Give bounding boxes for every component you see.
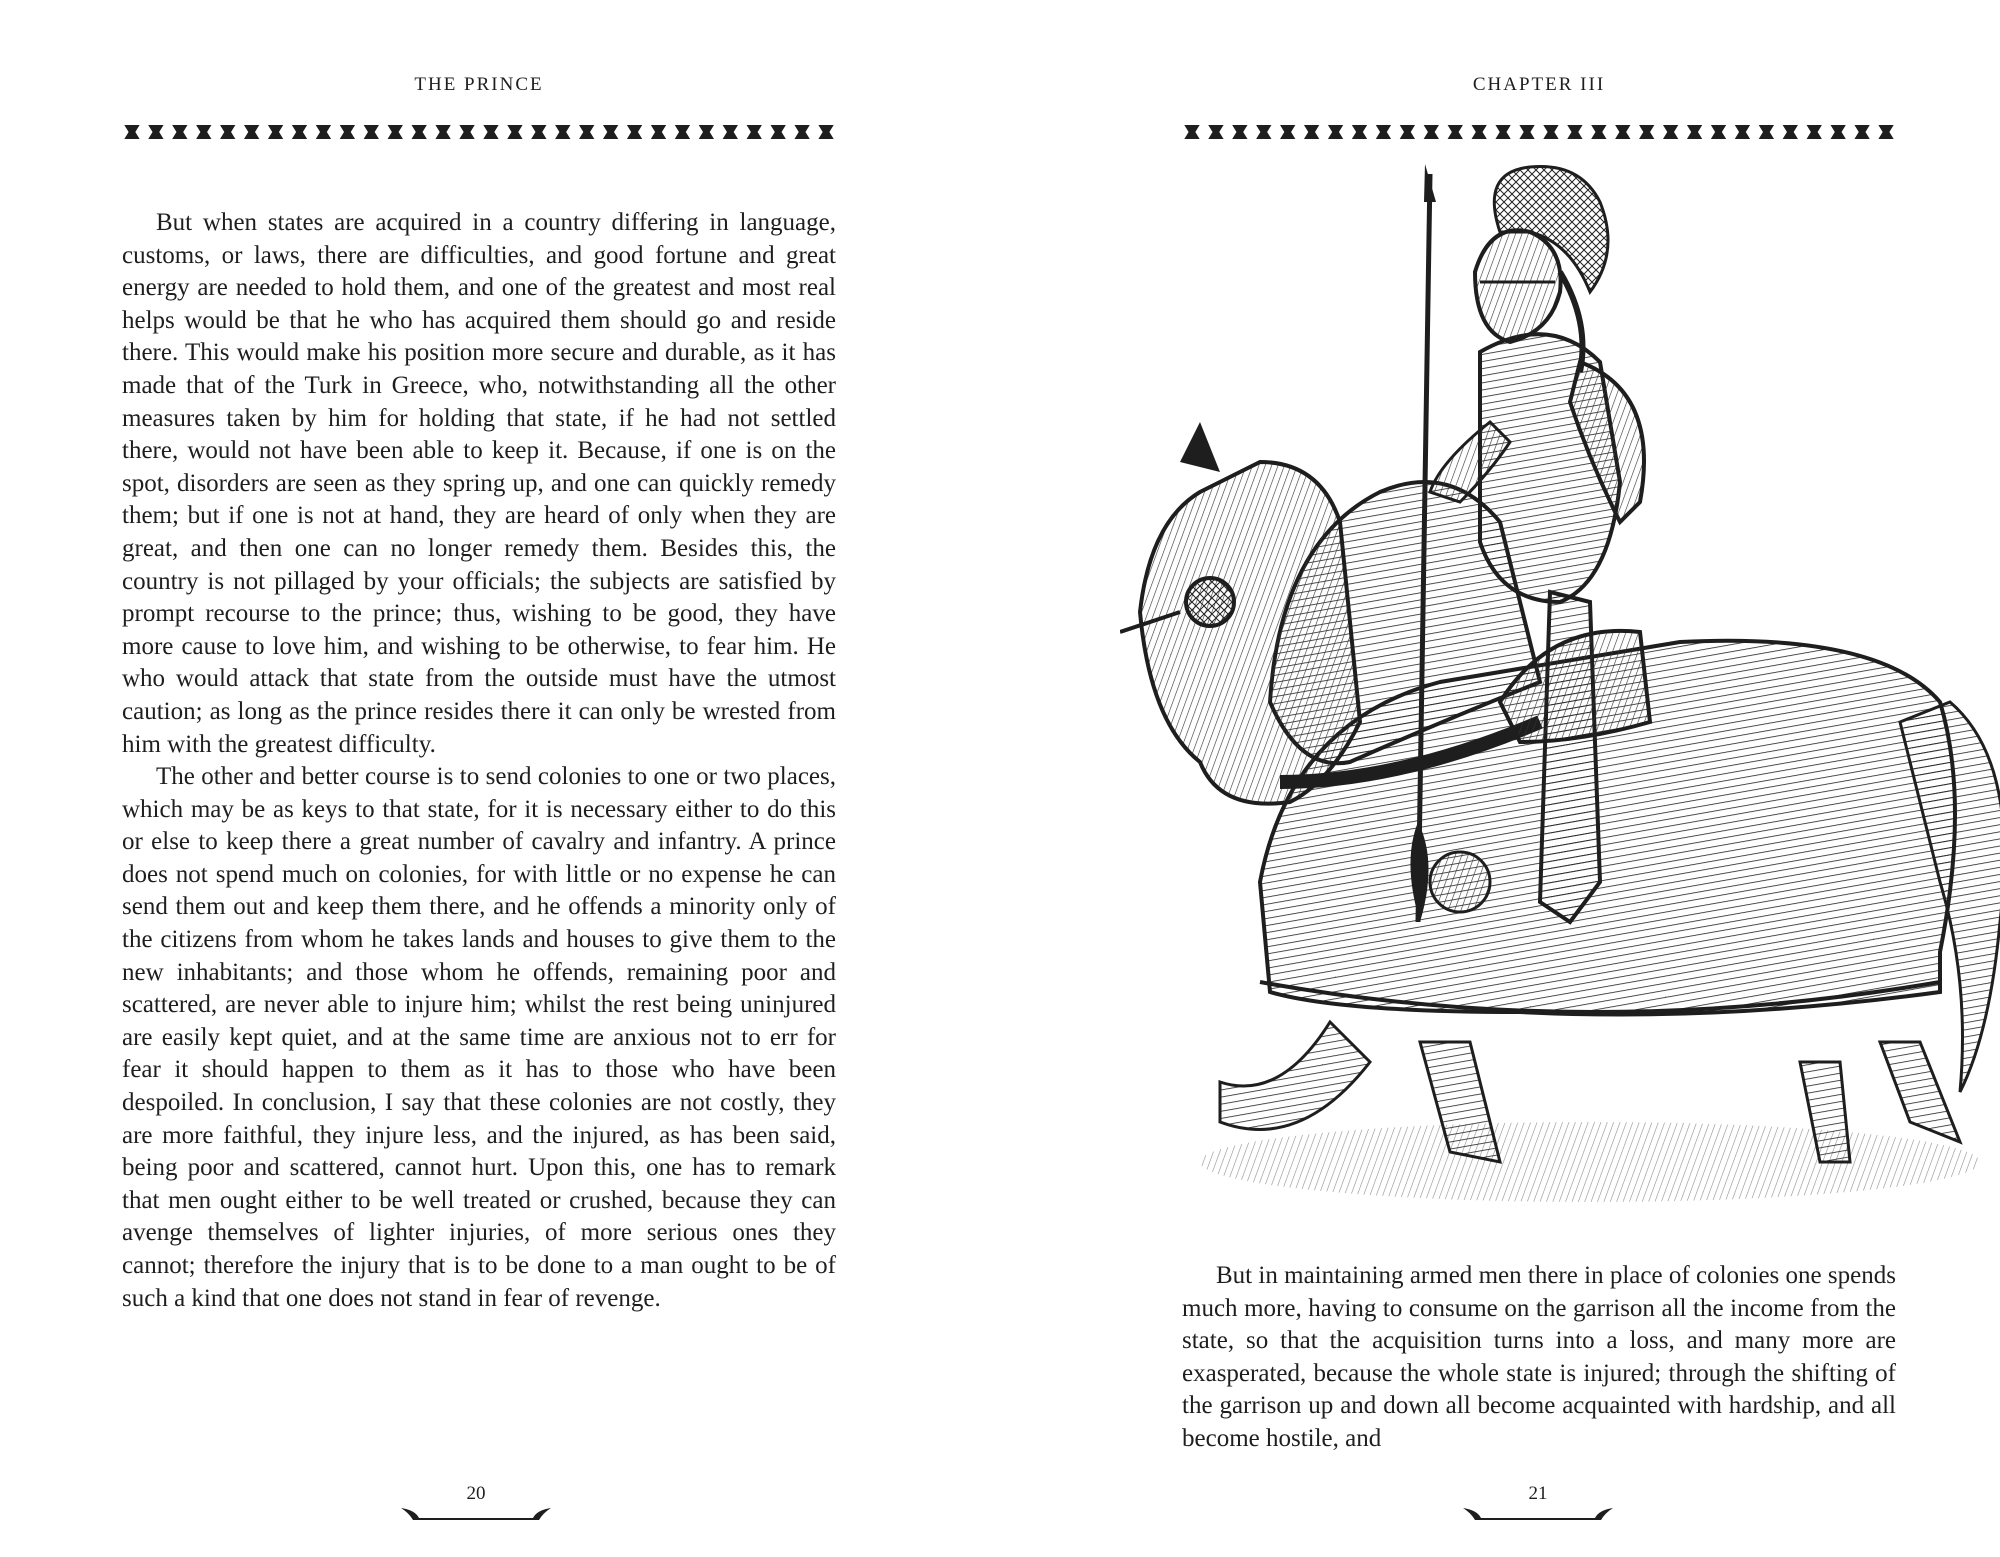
ornament-mark	[244, 125, 259, 139]
ornament-mark	[148, 125, 163, 139]
ornament-mark	[124, 125, 139, 139]
ornament-mark	[1783, 125, 1798, 139]
ornament-mark	[1807, 125, 1822, 139]
ornament-mark	[1448, 125, 1463, 139]
ornament-mark	[292, 125, 307, 139]
ornament-mark	[196, 125, 211, 139]
ornament-mark	[1328, 125, 1343, 139]
ornament-mark	[1352, 125, 1367, 139]
ornament-mark	[364, 125, 379, 139]
ornament-rule-right	[1180, 124, 1898, 140]
folio-bracket-icon	[1463, 1507, 1613, 1521]
ornament-mark	[483, 125, 498, 139]
ornament-mark	[1543, 125, 1558, 139]
left-text-block	[122, 207, 836, 1315]
ornament-mark	[340, 125, 355, 139]
running-head-right: CHAPTER III	[1472, 74, 1606, 95]
ornament-mark	[1280, 125, 1295, 139]
ornament-mark	[1711, 125, 1726, 139]
ornament-mark	[1591, 125, 1606, 139]
armored-knight-on-horse-illustration	[1120, 162, 2000, 1220]
ornament-mark	[1663, 125, 1678, 139]
ornament-mark	[771, 125, 786, 139]
ornament-mark	[220, 125, 235, 139]
ornament-mark	[627, 125, 642, 139]
ornament-mark	[1184, 125, 1199, 139]
folio-bracket-icon	[401, 1507, 551, 1521]
ornament-mark	[1400, 125, 1415, 139]
ornament-rule-left	[120, 124, 838, 140]
paragraph: But when states are acquired in a country differing in language, customs, or laws, there are difficulties, and good fortune and great energy are needed to hold them, and one of the greatest and most real helps would be that he who has acquired them should go and reside there. This would make his position more secure and durable, as it has made that of the Turk in Greece, who, notwithstanding all the other measures taken by him for holding that state, if he had not settled there, would not have been able to keep it. Because, if one is on the spot, disorders are seen as they spring up, and one can quickly remedy them; but if one is not at hand, they are heard of only when they are great, and then one can no longer remedy them. Besides this, the country is not pillaged by your officials; the subjects are satisfied by prompt recourse to the prince; thus, wishing to be good, they have more cause to love him, and wishing to be otherwise, to fear him. He who would attack that state from the outside must have the utmost caution; as long as the prince resides there it can only be wrested from him with the greatest difficulty.	[122, 209, 836, 758]
folio-right	[1458, 1483, 1618, 1521]
ornament-mark	[651, 125, 666, 139]
paragraph: But in maintaining armed men there in place of colonies one spends much more, having to consume on the garrison all the income from the state, so that the acquisition turns into a loss, and many more are exasperated, because the whole state is injured; through the shifting of the garrison up and down all become acquainted with hardship, and all become hostile, and	[1182, 1262, 1896, 1452]
ornament-mark	[699, 125, 714, 139]
left-page	[0, 0, 980, 1557]
running-head-left: THE PRINCE	[414, 74, 544, 95]
ornament-mark	[818, 125, 833, 139]
ornament-mark	[531, 125, 546, 139]
ornament-mark	[1519, 125, 1534, 139]
ornament-mark	[723, 125, 738, 139]
ornament-mark	[1304, 125, 1319, 139]
ornament-mark	[1759, 125, 1774, 139]
paragraph: The other and better course is to send colonies to one or two places, which may be as keys to that state, for it is necessary either to do this or else to keep there a great number of cavalry and infantry. A prince does not spend much on colonies, for with little or no expense he can send them out and keep them there, and he offends a minority only of the citizens from whom he takes lands and houses to give them to the new inhabitants; and those whom he offends, remaining poor and scattered, are never able to injure him; whilst the rest being uninjured are easily kept quiet, and at the same time are anxious not to err for fear it should happen to them as it has to those who have been despoiled. In conclusion, I say that these colonies are not costly, they are more faithful, they injure less, and the injured, as has been said, being poor and scattered, cannot hurt. Upon this, one has to remark that men ought either to be well treated or crushed, because they can avenge themselves of lighter injuries, of more serious ones they cannot; therefore the injury that is to be done to a man ought to be of such a kind that one does not stand in fear of revenge.	[122, 763, 836, 1312]
ornament-mark	[794, 125, 809, 139]
ornament-mark	[1232, 125, 1247, 139]
folio-left	[396, 1483, 556, 1521]
ornament-mark	[316, 125, 331, 139]
ornament-mark	[412, 125, 427, 139]
page-number-left: 20	[466, 1483, 486, 1504]
right-page	[1060, 0, 2000, 1557]
ornament-mark	[268, 125, 283, 139]
ornament-mark	[388, 125, 403, 139]
ornament-mark	[435, 125, 450, 139]
ornament-mark	[603, 125, 618, 139]
ornament-mark	[1878, 125, 1893, 139]
ornament-mark	[507, 125, 522, 139]
ornament-mark	[1472, 125, 1487, 139]
ornament-mark	[1854, 125, 1869, 139]
ornament-mark	[172, 125, 187, 139]
page-number-right: 21	[1528, 1483, 1548, 1504]
ornament-mark	[1567, 125, 1582, 139]
ornament-mark	[1735, 125, 1750, 139]
ornament-mark	[1615, 125, 1630, 139]
ornament-mark	[555, 125, 570, 139]
ornament-mark	[1256, 125, 1271, 139]
ornament-mark	[747, 125, 762, 139]
ornament-mark	[1495, 125, 1510, 139]
ornament-mark	[1831, 125, 1846, 139]
ornament-mark	[1424, 125, 1439, 139]
ornament-mark	[1687, 125, 1702, 139]
ornament-mark	[1208, 125, 1223, 139]
ornament-mark	[675, 125, 690, 139]
ornament-mark	[579, 125, 594, 139]
ornament-mark	[459, 125, 474, 139]
right-text-block	[1182, 1260, 1896, 1456]
ornament-mark	[1376, 125, 1391, 139]
ornament-mark	[1639, 125, 1654, 139]
